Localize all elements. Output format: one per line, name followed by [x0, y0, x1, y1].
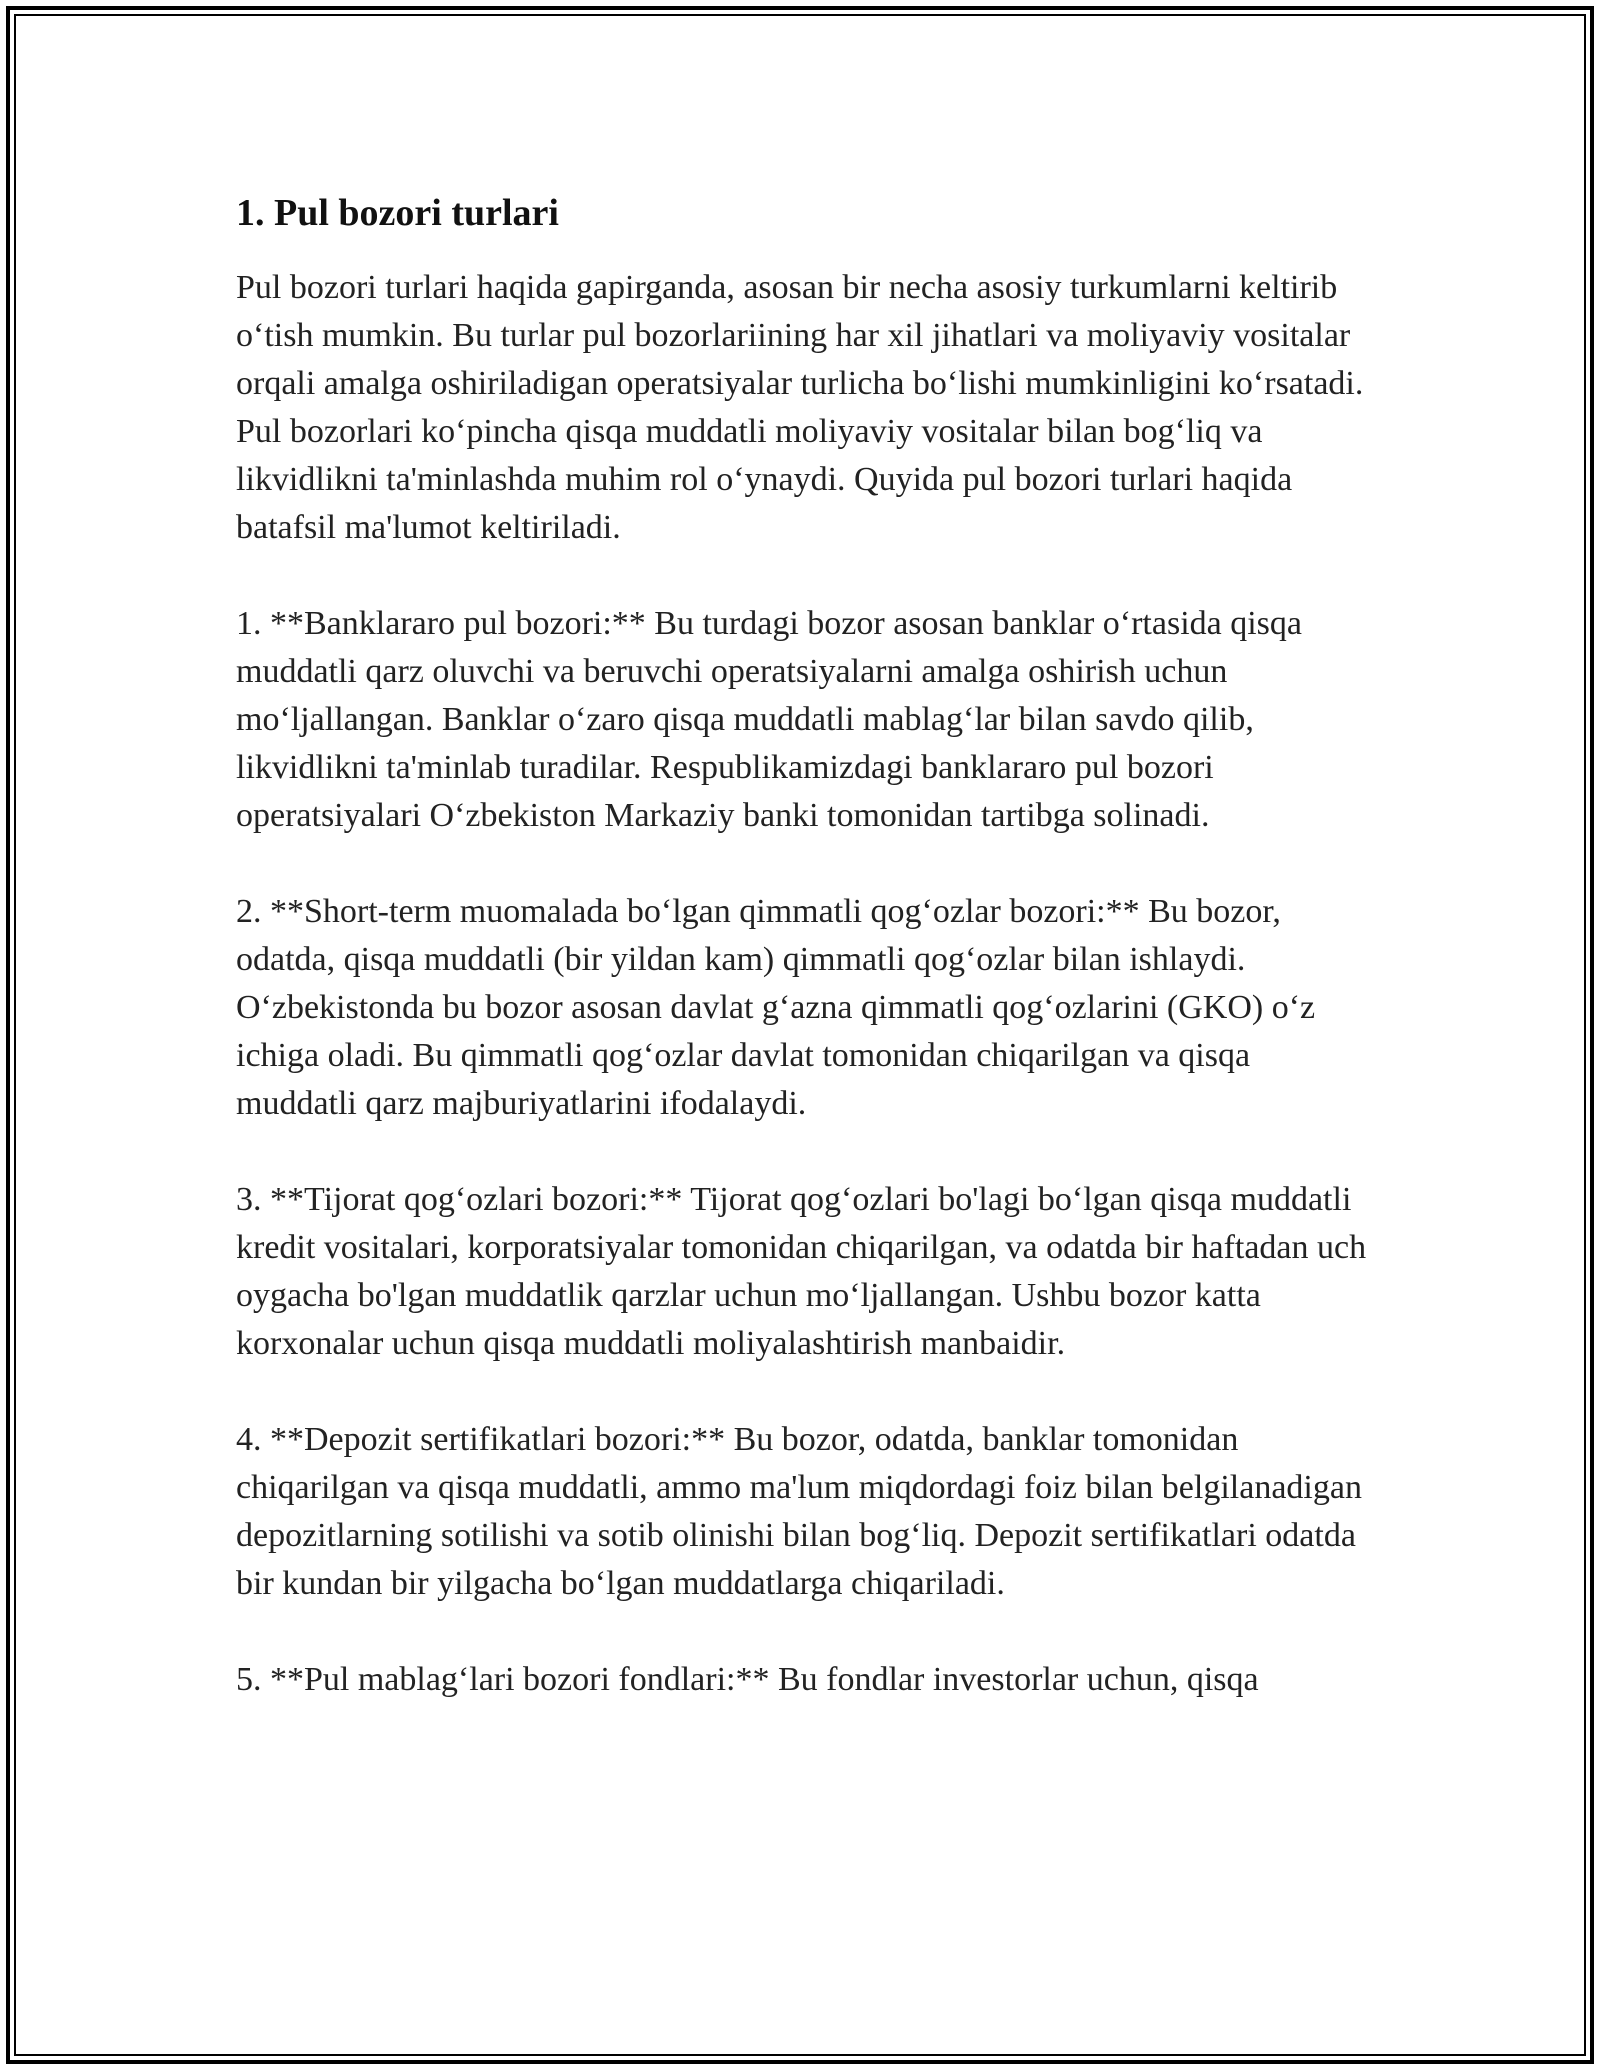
page-title: 1. Pul bozori turlari	[236, 192, 559, 234]
paragraph-deposit-certificates: 4. **Depozit sertifikatlari bozori:** Bu bozor, odatda, banklar tomonidan chiqarilgan va qisqa muddatli, ammo ma'lum miqdordagi foiz bilan belgilanadigan depozitlarning sotilishi va sotib olinishi bilan bog‘liq. Depozit sertifikatlari odatda bir kundan bir yilgacha bo‘lgan muddatlarga chiqariladi.	[236, 1421, 1362, 1602]
paragraph-money-market-funds: 5. **Pul mablag‘lari bozori fondlari:** Bu fondlar investorlar uchun, qisqa	[236, 1661, 1259, 1698]
paragraph-interbank-market: 1. **Banklararo pul bozori:** Bu turdagi bozor asosan banklar o‘rtasida qisqa muddatli qarz oluvchi va beruvchi operatsiyalarni amalga oshirish uchun mo‘ljallangan. Banklar o‘zaro qisqa muddatli mablag‘lar bilan savdo qilib, likvidlikni ta'minlab turadilar. Respublikamizdagi banklararo pul bozori operatsiyalari O‘zbekiston Markaziy banki tomonidan tartibga solinadi.	[236, 605, 1303, 834]
document-page	[236, 188, 1376, 1752]
paragraph-intro: Pul bozori turlari haqida gapirganda, asosan bir necha asosiy turkumlarni keltirib o‘tish mumkin. Bu turlar pul bozorlariining har xil jihatlari va moliyaviy vositalar orqali amalga oshiriladigan operatsiyalar turlicha bo‘lishi mumkinligini ko‘rsatadi. Pul bozorlari ko‘pincha qisqa muddatli moliyaviy vositalar bilan bog‘liq va likvidlikni ta'minlashda muhim rol o‘ynaydi. Quyida pul bozori turlari haqida batafsil ma'lumot keltiriladi.	[236, 269, 1364, 546]
paragraph-commercial-paper: 3. **Tijorat qog‘ozlari bozori:** Tijorat qog‘ozlari bo'lagi bo‘lgan qisqa muddatli kredit vositalari, korporatsiyalar tomonidan chiqarilgan, va odatda bir haftadan uch oygacha bo'lgan muddatlik qarzlar uchun mo‘ljallangan. Ushbu bozor katta korxonalar uchun qisqa muddatli moliyalashtirish manbaidir.	[236, 1181, 1367, 1362]
paragraph-short-term-securities: 2. **Short-term muomalada bo‘lgan qimmatli qog‘ozlar bozori:** Bu bozor, odatda, qisqa muddatli (bir yildan kam) qimmatli qog‘ozlar bilan ishlaydi. O‘zbekistonda bu bozor asosan davlat g‘azna qimmatli qog‘ozlarini (GKO) o‘z ichiga oladi. Bu qimmatli qog‘ozlar davlat tomonidan chiqarilgan va qisqa muddatli qarz majburiyatlarini ifodalaydi.	[236, 893, 1316, 1122]
